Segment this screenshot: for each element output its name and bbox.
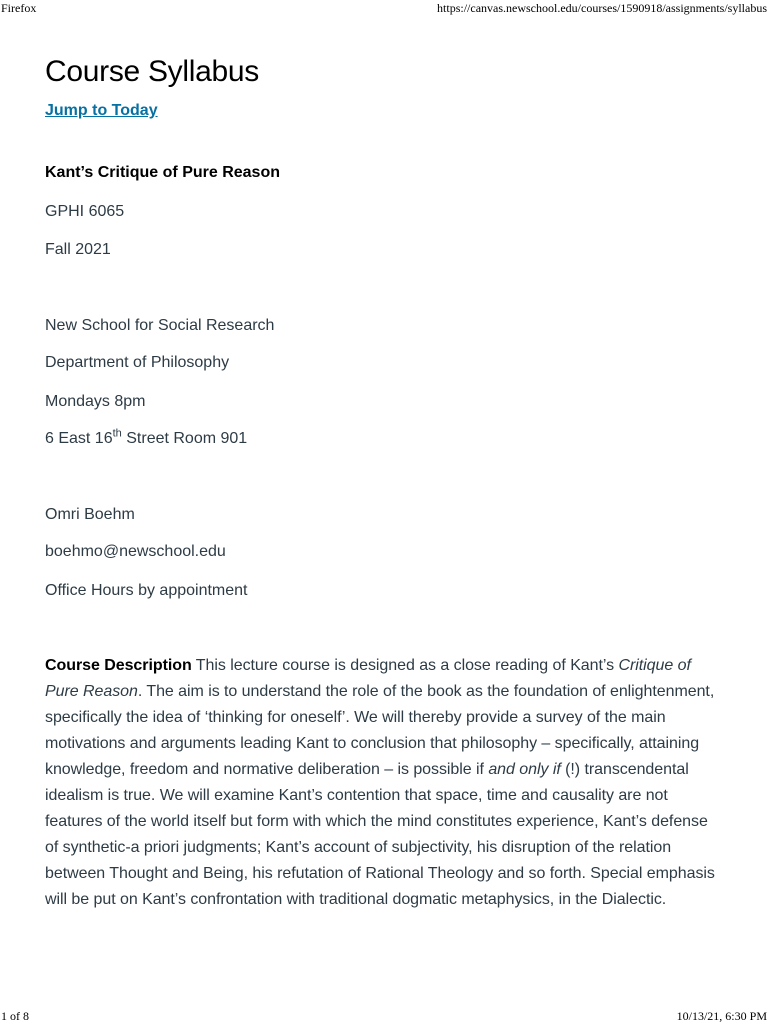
instructor-email: boehmo@newschool.edu bbox=[45, 543, 226, 560]
print-header-app: Firefox bbox=[1, 1, 37, 15]
course-description-text-3: (!) transcendental idealism is true. We will examine Kant’s contention that space, time and causality are not features of the world itself but form with which the mind constitutes experience, Kant’s defense of synthetic-a priori judgments; Kant’s account of subjectivity, his disruption of the relation between Thought and Being, his refutation of Rational Theology and so forth. Special emphasis will be put on Kant’s confrontation with traditional dogmatic metaphysics, in the Dialectic. bbox=[45, 761, 715, 908]
print-header bbox=[0, 0, 768, 16]
school-name: New School for Social Research bbox=[45, 317, 275, 334]
course-description-book-title: Critique of Pure Reason bbox=[45, 657, 691, 700]
course-description-text-1: This lecture course is designed as a close reading of Kant’s bbox=[191, 657, 619, 674]
print-footer-page: 1 of 8 bbox=[1, 1009, 29, 1023]
room-superscript: th bbox=[112, 427, 122, 440]
syllabus-content bbox=[45, 50, 725, 908]
course-description-heading: Course Description bbox=[45, 657, 192, 674]
room-suffix: Street Room 901 bbox=[121, 430, 248, 447]
office-hours: Office Hours by appointment bbox=[45, 582, 248, 599]
class-location bbox=[45, 429, 247, 449]
class-schedule: Mondays 8pm bbox=[45, 393, 146, 410]
print-footer bbox=[0, 1008, 768, 1024]
jump-to-today-link[interactable]: Jump to Today bbox=[45, 102, 158, 119]
page-title: Course Syllabus bbox=[45, 55, 259, 88]
course-name: Kant’s Critique of Pure Reason bbox=[45, 164, 280, 181]
print-header-url: https://canvas.newschool.edu/courses/1590918/assignments/syllabus bbox=[437, 1, 767, 15]
print-footer-datetime: 10/13/21, 6:30 PM bbox=[676, 1009, 767, 1023]
room-prefix: 6 East 16 bbox=[45, 430, 113, 447]
course-description-emphasis: and only if bbox=[488, 761, 561, 778]
course-description-text-2: . The aim is to understand the role of the book as the foundation of enlightenment, specifically the idea of ‘thinking for oneself’. We will thereby provide a survey of the main motivations and arguments leading Kant to conclusion that philosophy – specifically, attaining knowledge, freedom and normative deliberation – is possible if bbox=[45, 683, 715, 778]
department-name: Department of Philosophy bbox=[45, 354, 230, 371]
course-term: Fall 2021 bbox=[45, 241, 111, 258]
course-code: GPHI 6065 bbox=[45, 203, 125, 220]
instructor-name: Omri Boehm bbox=[45, 506, 135, 523]
course-description bbox=[45, 653, 725, 913]
